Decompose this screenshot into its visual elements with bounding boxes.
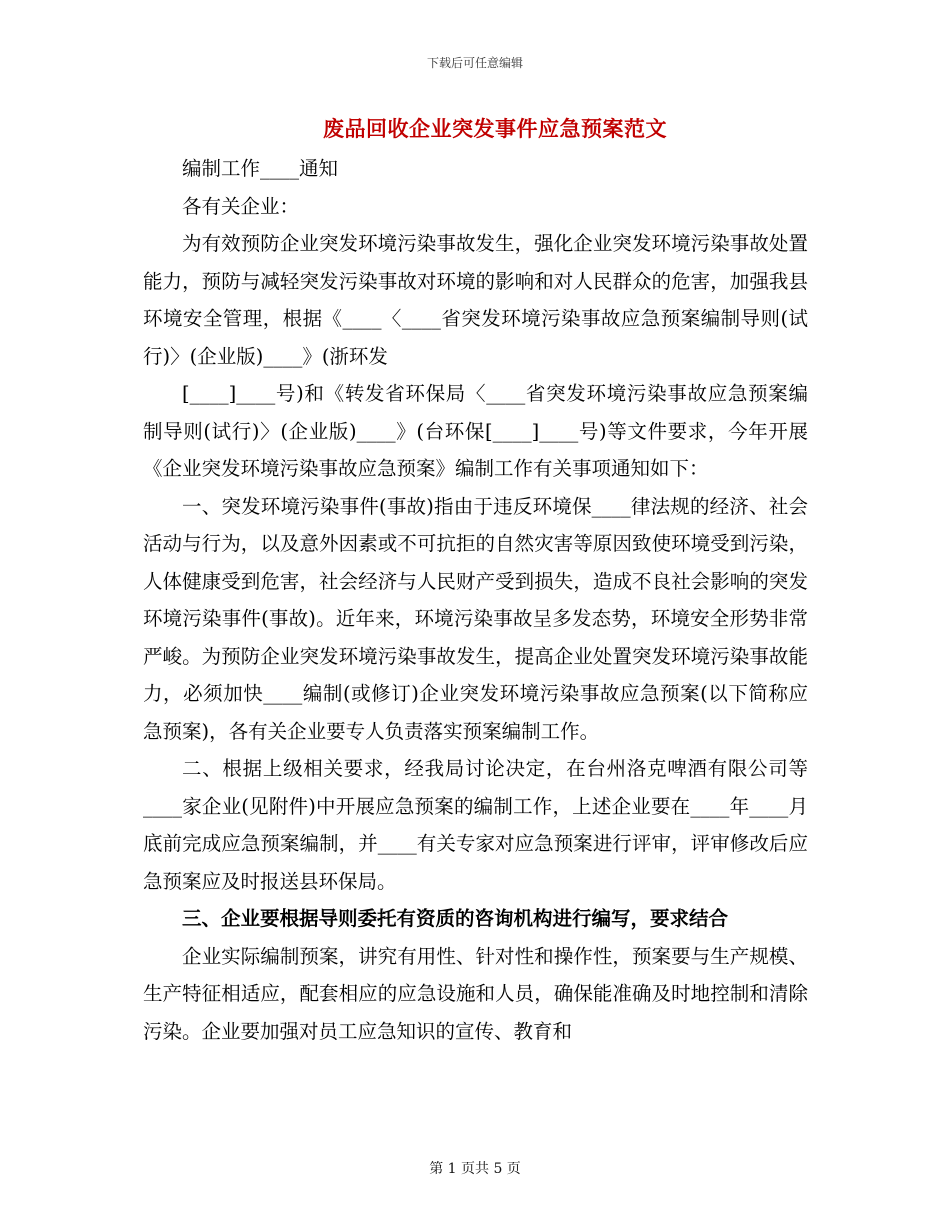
paragraph-intro: 为有效预防企业突发环境污染事故发生，强化企业突发环境污染事故处置能力，预防与减轻突发污染事故对环境的影响和对人民群众的危害，加强我县环境安全管理，根据《____〈____省突发环境污染事故应急预案编制导则(试行)〉(企业版)____》(浙环发 (143, 232, 808, 368)
document-body (143, 150, 808, 1050)
paragraph-section-3-body: 企业实际编制预案，讲究有用性、针对性和操作性，预案要与生产规模、生产特征相适应，配套相应的应急设施和人员，确保能准确及时地控制和清除污染。企业要加强对员工应急知识的宣传、教育和 (143, 944, 808, 1043)
document-title: 废品回收企业突发事件应急预案范文 (323, 116, 667, 141)
paragraph-section-1: 一、突发环境污染事件(事故)指由于违反环境保____律法规的经济、社会活动与行为，以及意外因素或不可抗拒的自然灾害等原因致使环境受到污染，人体健康受到危害，社会经济与人民财产受到损失，造成不良社会影响的突发环境污染事件(事故)。近年来，环境污染事故呈多发态势，环境安全形势非常严峻。为预防企业突发环境污染事故发生，提高企业处置突发环境污染事故能力，必须加快____编制(或修订)企业突发环境污染事故应急预案(以下简称应急预案)，各有关企业要专人负责落实预案编制工作。 (143, 494, 808, 743)
page-number: 第 1 页共 5 页 (429, 1161, 521, 1177)
paragraph-intro-continued: [____]____号)和《转发省环保局〈____省突发环境污染事故应急预案编制导则(试行)〉(企业版)____》(台环保[____]____号)等文件要求，今年开展《企业突发环境污染事故应急预案》编制工作有关事项通知如下： (143, 382, 808, 480)
page-header: 下载后可任意编辑 (426, 56, 523, 70)
paragraph-salutation: 各有关企业： (182, 194, 300, 218)
paragraph-notice-heading: 编制工作____通知 (182, 157, 339, 180)
paragraph-section-3-heading: 三、企业要根据导则委托有资质的咨询机构进行编写，要求结合 (182, 907, 729, 930)
paragraph-section-2: 二、根据上级相关要求，经我局讨论决定，在台州洛克啤酒有限公司等____家企业(见附件)中开展应急预案的编制工作，上述企业要在____年____月底前完成应急预案编制，并____有关专家对应急预案进行评审，评审修改后应急预案应及时报送县环保局。 (143, 757, 808, 893)
